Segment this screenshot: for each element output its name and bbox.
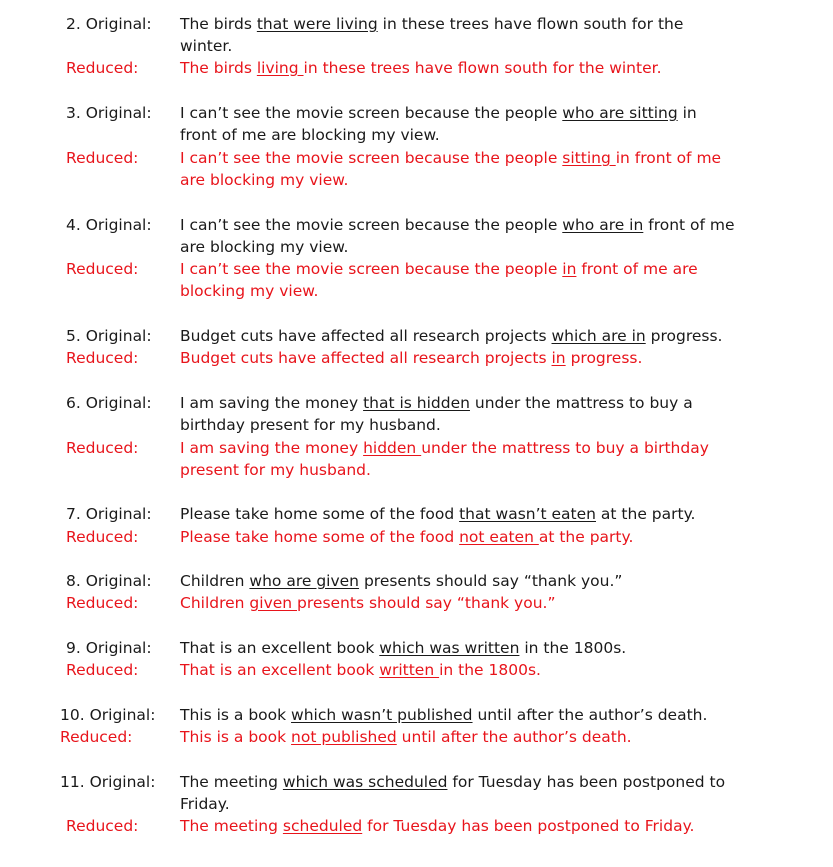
original-sentence-line: Please take home some of the food that wasn’t eaten at the party. [180,505,696,523]
clause-underline: who are in [562,216,644,234]
reduced-label: Reduced: [66,59,139,77]
reduced-sentence-line: Budget cuts have affected all research projects in progress. [180,349,643,367]
original-label: 8. Original: [66,572,152,590]
clause-underline: that is hidden [363,394,470,412]
reduced-label: Reduced: [60,728,133,746]
clause-underline: scheduled [282,817,363,835]
original-sentence-line: Friday. [180,795,230,813]
clause-underline: which are in [551,327,646,345]
reduced-sentence-line: are blocking my view. [180,171,349,189]
reduced-sentence-line: That is an excellent book written in the 1800s. [180,661,541,679]
clause-underline: that wasn’t eaten [459,505,596,523]
reduced-sentence-line: I am saving the money hidden under the mattress to buy a birthday [180,439,709,457]
clause-underline: not eaten [459,528,539,546]
original-label: 6. Original: [66,394,152,412]
original-label: 9. Original: [66,639,152,657]
original-sentence-line: are blocking my view. [180,238,349,256]
clause-underline: which wasn’t published [291,706,473,724]
original-label: 3. Original: [66,104,152,122]
reduced-label: Reduced: [66,661,139,679]
reduced-sentence-line: present for my husband. [180,461,371,479]
reduced-sentence-line: Please take home some of the food not eaten at the party. [180,528,634,546]
reduced-sentence-line: The meeting scheduled for Tuesday has been postponed to Friday. [180,817,695,835]
original-sentence-line: That is an excellent book which was written in the 1800s. [180,639,627,657]
original-label: 11. Original: [60,773,156,791]
clause-underline: sitting [562,149,616,167]
reduced-sentence-line: The birds living in these trees have flown south for the winter. [180,59,662,77]
reduced-label: Reduced: [66,817,139,835]
original-label: 4. Original: [66,216,152,234]
clause-underline: who are sitting [562,104,678,122]
reduced-label: Reduced: [66,439,139,457]
original-label: 2. Original: [66,15,152,33]
original-label: 5. Original: [66,327,152,345]
original-sentence-line: The birds that were living in these trees have flown south for the [180,15,684,33]
reduced-sentence-line: I can’t see the movie screen because the people sitting in front of me [180,149,722,167]
reduced-label: Reduced: [66,260,139,278]
clause-underline: in [562,260,577,278]
clause-underline: living [256,59,304,77]
original-sentence-line: This is a book which wasn’t published until after the author’s death. [180,706,708,724]
clause-underline: given [249,594,298,612]
clause-underline: hidden [363,439,422,457]
original-sentence-line: I can’t see the movie screen because the people who are sitting in [180,104,697,122]
clause-underline: which was written [379,639,520,657]
original-sentence-line: birthday present for my husband. [180,416,441,434]
reduced-label: Reduced: [66,594,139,612]
original-sentence-line: Budget cuts have affected all research projects which are in progress. [180,327,723,345]
reduced-sentence-line: I can’t see the movie screen because the people in front of me are [180,260,698,278]
clause-underline: in [551,349,566,367]
reduced-sentence-line: Children given presents should say “thank you.” [180,594,556,612]
clause-underline: who are given [249,572,360,590]
clause-underline: that were living [256,15,378,33]
original-sentence-line: front of me are blocking my view. [180,126,440,144]
original-label: 10. Original: [60,706,156,724]
reduced-sentence-line: blocking my view. [180,282,319,300]
original-sentence-line: I can’t see the movie screen because the people who are in front of me [180,216,735,234]
clause-underline: which was scheduled [282,773,448,791]
clause-underline: not published [291,728,397,746]
reduced-sentence-line: This is a book not published until after the author’s death. [180,728,632,746]
reduced-label: Reduced: [66,149,139,167]
reduced-label: Reduced: [66,349,139,367]
original-label: 7. Original: [66,505,152,523]
original-sentence-line: The meeting which was scheduled for Tuesday has been postponed to [180,773,726,791]
reduced-label: Reduced: [66,528,139,546]
original-sentence-line: Children who are given presents should say “thank you.” [180,572,623,590]
original-sentence-line: I am saving the money that is hidden under the mattress to buy a [180,394,693,412]
original-sentence-line: winter. [180,37,233,55]
clause-underline: written [379,661,440,679]
